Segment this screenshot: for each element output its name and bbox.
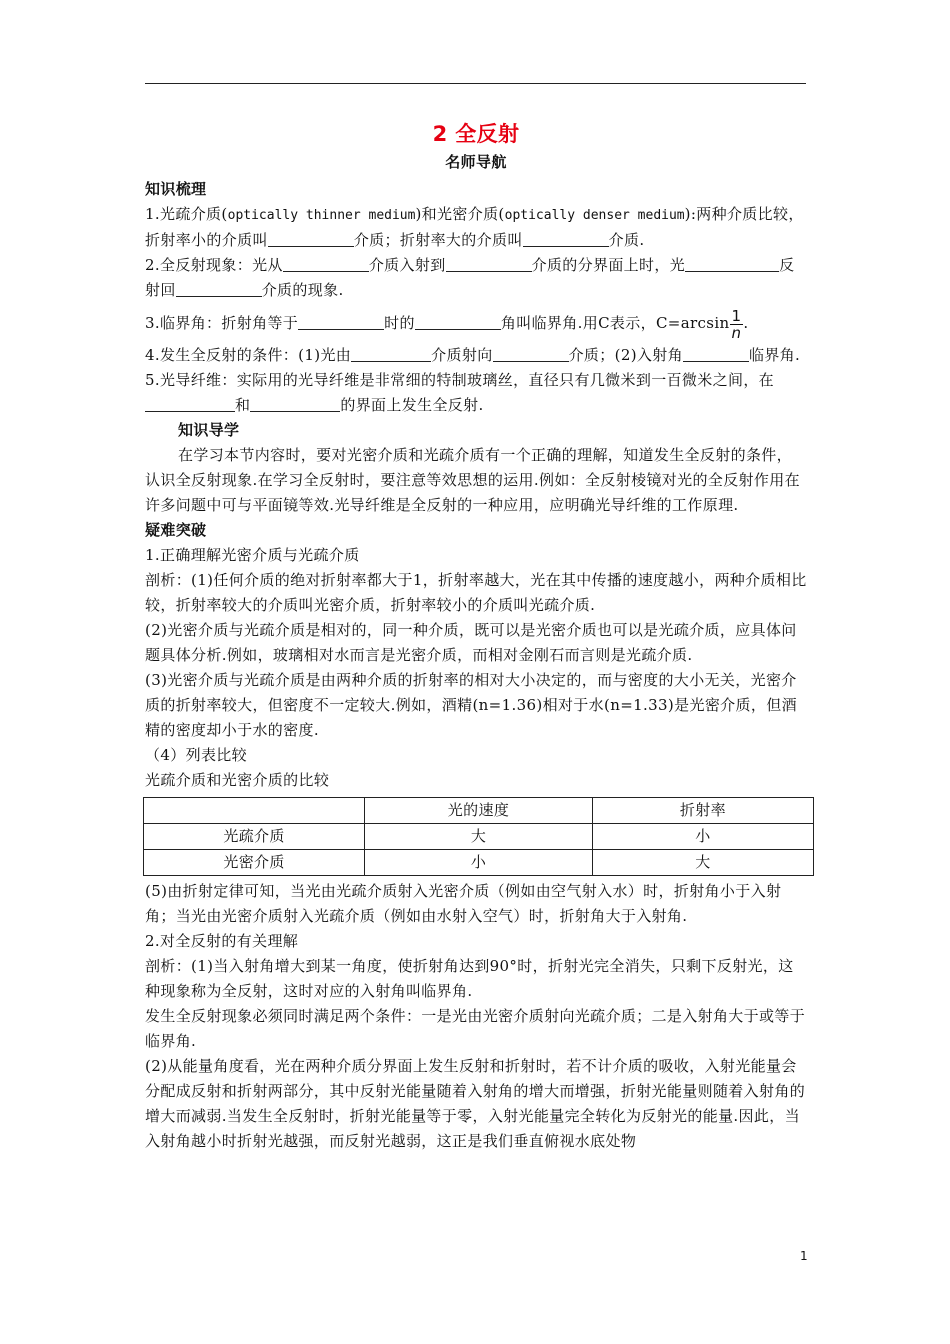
topic-1-para-5: (5)由折射定律可知，当光由光疏介质射入光密介质（例如由空气射入水）时，折射角小于入射角；当光由光密介质射入光疏介质（例如由水射入空气）时，折射角大于入射角. <box>145 882 782 925</box>
section-heading-knowledge-guide: 知识导学 <box>178 421 240 439</box>
table-header-cell: 光的速度 <box>365 798 593 824</box>
fill-blank <box>351 345 431 362</box>
topic-2-para-3: (2)从能量角度看，光在两种介质分界面上发生反射和折射时，若不计介质的吸收，入射光能量会分配成反射和折射两部分，其中反射光能量随着入射角的增大而增强，折射光能量则随着入射角的增大而减弱.当发生全反射时，折射光能量等于零，入射光能量完全转化为反射光的能量.因此，当入射角越小时折射光越强，而反射光越弱，这正是我们垂直俯视水底处物 <box>145 1057 806 1150</box>
fill-blank <box>523 230 609 247</box>
table-row <box>144 850 814 876</box>
fill-blank <box>145 395 235 412</box>
fill-blank <box>683 345 749 362</box>
topic-1-para-2: (2)光密介质与光疏介质是相对的，同一种介质，既可以是光密介质也可以是光疏介质，应具体问题具体分析.例如，玻璃相对水而言是光密介质，而相对金刚石而言则是光疏介质. <box>145 621 797 664</box>
item-4: 4.发生全反射的条件：(1)光由 介质射向 介质；(2)入射角 临界角. <box>145 346 801 364</box>
topic-1-para-1: 剖析：(1)任何介质的绝对折射率都大于1，折射率越大，光在其中传播的速度越小，两种介质相比较，折射率较大的介质叫光密介质，折射率较小的介质叫光疏介质. <box>145 571 807 614</box>
topic-1-para-4: （4）列表比较 <box>145 746 247 764</box>
guide-paragraph: 在学习本节内容时，要对光密介质和光疏介质有一个正确的理解，知道发生全反射的条件，认识全反射现象.在学习全反射时，要注意等效思想的运用.例如：全反射棱镜对光的全反射作用在许多问题中可与平面镜等效.光导纤维是全反射的一种应用，应明确光导纤维的工作原理. <box>145 446 800 514</box>
document-body <box>145 118 807 1154</box>
topic-2-para-1: 剖析：(1)当入射角增大到某一角度，使折射角达到90°时，折射光完全消失，只剩下反射光，这种现象称为全反射，这时对应的入射角叫临界角. <box>145 957 794 1000</box>
table-caption: 光疏介质和光密介质的比较 <box>145 771 330 789</box>
page-title: 2 全反射 <box>432 122 520 146</box>
table-cell: 大 <box>592 850 813 876</box>
table-header-row <box>144 798 814 824</box>
fraction-one-over-n: $\frac{1}{n}$ <box>731 306 742 342</box>
section-heading-knowledge-review: 知识梳理 <box>145 180 207 198</box>
fill-blank <box>283 255 369 272</box>
table-cell: 光疏介质 <box>144 824 365 850</box>
table-header-cell <box>144 798 365 824</box>
table-header-cell: 折射率 <box>592 798 813 824</box>
page-subtitle: 名师导航 <box>445 153 507 171</box>
fill-blank <box>446 255 532 272</box>
topic-2-title: 2.对全反射的有关理解 <box>145 932 299 950</box>
item-3: 3.临界角：折射角等于 时的 角叫临界角.用C表示，C=arcsin $\frac{1}{n}$ . <box>145 306 749 342</box>
table-cell: 小 <box>592 824 813 850</box>
fill-blank <box>493 345 569 362</box>
fill-blank <box>415 313 501 330</box>
page-number: 1 <box>800 1249 808 1263</box>
topic-1-title: 1.正确理解光密介质与光疏介质 <box>145 546 360 564</box>
fill-blank <box>268 230 354 247</box>
section-heading-difficulties: 疑难突破 <box>145 521 207 539</box>
fill-blank <box>771 255 779 272</box>
fill-blank <box>685 255 771 272</box>
item-1: 1.光疏介质(optically thinner medium)和光密介质(optically denser medium):两种介质比较，折射率小的介质叫 介质；折射率大的介质叫 介质. <box>145 205 804 249</box>
table-cell: 小 <box>365 850 593 876</box>
comparison-table <box>143 797 814 876</box>
item-2: 2.全反射现象：光从 介质入射到 介质的分界面上时，光 反射回 介质的现象. <box>145 256 795 299</box>
table-cell: 光密介质 <box>144 850 365 876</box>
topic-1-para-3: (3)光密介质与光疏介质是由两种介质的折射率的相对大小决定的，而与密度的大小无关，光密介质的折射率较大，但密度不一定较大.例如，酒精(n=1.36)相对于水(n=1.33)是光密介质，但酒精的密度却小于水的密度. <box>145 671 797 739</box>
table-cell: 大 <box>365 824 593 850</box>
fill-blank <box>298 313 384 330</box>
fill-blank <box>250 395 340 412</box>
topic-2-para-2: 发生全反射现象必须同时满足两个条件：一是光由光密介质射向光疏介质；二是入射角大于或等于临界角. <box>145 1007 806 1050</box>
item-5: 5.光导纤维：实际用的光导纤维是非常细的特制玻璃丝，直径只有几微米到一百微米之间，在和 的界面上发生全反射. <box>145 371 775 414</box>
header-rule <box>145 83 806 84</box>
fill-blank <box>176 280 262 297</box>
table-row <box>144 824 814 850</box>
